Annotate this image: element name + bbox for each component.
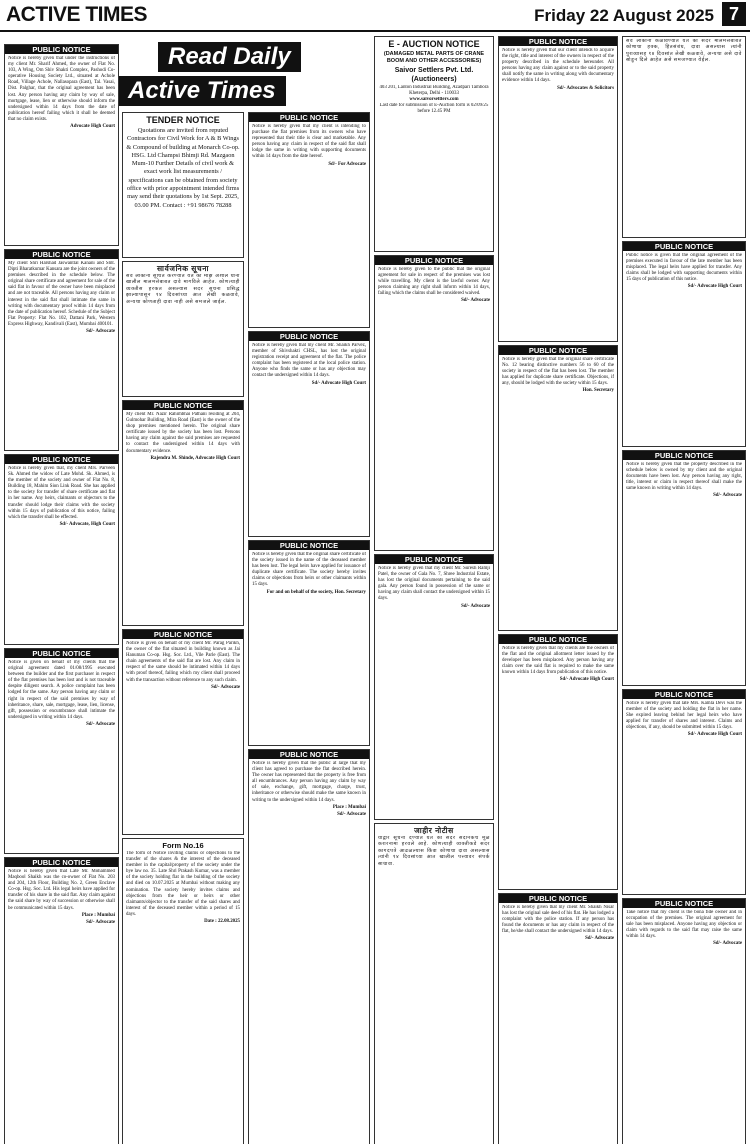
notice-body: Notice is hereby given that my client Mr. Suresh Ramji Patel, the owner of Gala No. 7, Shree Industrial Estate, has lost the original documents pertaining to the said gala. Any person found in possession of the same or having any claim shall contact the undersigned within 15 days. [378, 566, 490, 602]
form16-heading: Form No.16 [162, 841, 204, 850]
banner-line-2: Active Times [118, 76, 286, 106]
column-5 [498, 36, 618, 1144]
public-notice [248, 112, 370, 328]
notice-signature: Sd/- Advocate [461, 298, 490, 304]
public-notice [248, 331, 370, 537]
marathi-heading: सार्वजनिक सूचना [156, 264, 210, 273]
eauction-website: www.saivorsettlers.com [409, 97, 459, 103]
public-notice [122, 629, 244, 835]
marathi-notice [374, 823, 494, 1144]
notice-signature: Sd/- Advocate High Court [311, 380, 366, 386]
marathi-notice [122, 261, 244, 397]
notice-body: Public notice is given that the original agreement of the premises executed in favour of the late member has been misplaced. The legal heirs have applied for transfer. Any claims shall be lodged with supporting documents within 15 days of publication of this notice. [626, 253, 742, 283]
notice-signature: Sd/- Advocate [585, 936, 614, 942]
notice-heading: PUBLIC NOTICE [249, 750, 369, 759]
notice-body: Notice is hereby given that the original share certificate No. 12 bearing distinctive numbers 56 to 60 of the society in respect of the flat has been lost. The member has applied for duplicate share certificate. Objections, if any, should be lodged with the society within 15 days. [502, 357, 614, 387]
notice-place: Place : Mumbai [81, 912, 115, 918]
notice-body: My client Mr. Nazir Rahimbhai Pathani residing at 204, Gulmohar Building, Mira Road (East) is the owner of the shop premises mentioned herein. The original share certificate issued by the society has been lost. Persons having any claim against the said premises are requested to contact the undersigned within 14 days with documentary evidence. [126, 412, 240, 454]
public-notice [622, 241, 746, 447]
column-1 [4, 44, 119, 1144]
public-notice [248, 540, 370, 746]
notice-signature: Sd/- Advocates & Solicitors [557, 85, 614, 91]
column-3 [248, 112, 370, 1144]
eauction-heading: E - AUCTION NOTICE [388, 39, 480, 49]
notice-heading: PUBLIC NOTICE [499, 894, 617, 903]
notice-heading: PUBLIC NOTICE [499, 346, 617, 355]
form16-notice [122, 838, 244, 1144]
public-notice [498, 345, 618, 631]
notice-body: Notice is hereby given that the property described in the schedule below is owned by my client and the original documents have been lost. Any person having any right, title, interest or claim in respect thereof shall make the same known in writing within 14 days. [626, 462, 742, 492]
eauction-deadline: Last date for submission of E-Auction form is 02/09/25 before 12.45 PM [379, 103, 489, 115]
notice-date: Date : 22.08.2025 [204, 919, 240, 925]
notice-body: Notice is hereby given that late Mrs. Kamla Devi was the member of the society and holding the flat in her name. She expired leaving behind her legal heirs who have applied for transfer of shares and interest. Claims and objections, if any, should be submitted within 15 days. [626, 701, 742, 731]
public-notice [622, 450, 746, 686]
notice-signature: Sd/- Advocate [337, 811, 366, 817]
public-notice [4, 857, 119, 1144]
marathi-heading: जाहीर नोटीस [414, 826, 454, 835]
column-6 [622, 36, 746, 1144]
public-notice [122, 400, 244, 626]
masthead [0, 0, 750, 32]
eauction-notice [374, 36, 494, 252]
notice-heading: PUBLIC NOTICE [5, 455, 118, 464]
banner-line-1: Read Daily [158, 42, 301, 72]
notice-body: Notice is hereby given that the public at large that my client has agreed to purchase the flat described herein. The owner has represented that the property is free from all encumbrances. Any person having any claim by way of sale, exchange, gift, mortgage, charge, trust, inheritance or otherwise should make the same known in writing to the undersigned within 14 days. [252, 761, 366, 803]
notice-signature: Sd/- Advocate [86, 329, 115, 335]
issue-date: Friday 22 August 2025 [534, 6, 714, 25]
notice-signature: Sd/- Advocate High Court [687, 732, 742, 738]
notice-body: Take notice that my client is the bona fide owner and in occupation of the premises. The original agreement for sale has been misplaced. Anyone having any objection or claim with regards to the said flat may raise the same within 14 days. [626, 910, 742, 940]
public-notice [498, 893, 618, 1144]
notice-signature: Sd/- For Advocate [328, 161, 366, 167]
notice-body: Notice is given on behalf of my clients that the original agreement dated 01/08/1995 executed between the builder and the first purchaser in respect of the flat premises has been lost and is not traceable despite diligent search. A police complaint has been lodged for the same. Any person having any claim or right in respect of the said premises by way of inheritance, share, sale, mortgage, lease, lien, license, gift, possession or encumbrance shall intimate the undersigned in writing within 14 days. [8, 660, 115, 720]
notice-signature: Sd/- Advocate [461, 603, 490, 609]
notice-body: Notice is hereby given that my client is intending to purchase the flat premises from its owners who have represented that their title is clear and marketable. Any person having any claim in respect of the said flat shall lodge the same in writing with supporting documents within 14 days from the date hereof. [252, 124, 366, 160]
notice-signature: Rajendra M. Shinde, Advocate High Court [150, 455, 240, 461]
notice-body: Notice is hereby given that Late Mr. Mohammed Maqbool Shaikh was the co-owner of Flat No. 203 and 204, 12th Floor, Building No. 2, Green Enclave Co-op. Hsg. Soc. Ltd. His legal heirs have applied for transfer of his share in the said flat. Any claim against the said share by way of succession or otherwise shall be communicated within 15 days. [8, 869, 115, 911]
notice-heading: PUBLIC NOTICE [5, 858, 118, 867]
notice-signature: For and on behalf of the society, Hon. Secretary [266, 589, 366, 595]
column-2 [122, 112, 244, 1144]
notice-signature: Hon. Secretary [582, 388, 614, 394]
public-notice [248, 749, 370, 1144]
notice-body: Notice is hereby given that under the instructions of my client Mr. Sharif Ahmed, the owner of Flat No. 103, A Wing, Om Shiv Shakti Complex, Pashodi Co-operative Housing Society Ltd., situated at Achole Road, Village Achole, Nallasopara (East), Tal. Vasai, Dist. Palghar, that the original agreement has been lost. Any person having any claim by way of sale, mortgage, lease, lien or otherwise should inform the undersigned within 14 days from the date of publication hereof failing which it shall be deemed that no claim exists. [8, 56, 115, 122]
page-number: 7 [722, 2, 746, 26]
notice-signature: Sd/- Advocate [211, 684, 240, 690]
notice-body: Notice is hereby given to the public that the original agreement for sale in respect of the premises was lost while travelling. My client is the lawful owner. Any person claiming any right shall inform within 14 days, failing which the claims shall be considered waived. [378, 267, 490, 297]
marathi-body: सर्व लोकांना सूचित करण्यात येते की माझे अशील यांनी खालील मालमत्तेबाबत दावे मागविले आहेत. कोणत्याही व्यक्तीस हरकत असल्यास सदर सूचना प्रसिद्ध झाल्यापासून १४ दिवसांच्या आत लेखी कळवावे, अन्यथा कोणताही दावा नाही असे समजले जाईल. [126, 274, 240, 305]
notice-heading: PUBLIC NOTICE [5, 250, 118, 259]
notice-heading: PUBLIC NOTICE [249, 113, 369, 122]
public-notice [622, 689, 746, 895]
notice-body: Notice is hereby given that my client Mr. Shaikh Parvez, member of Shivshakti CHSL, has lost the original registration receipt and agreement of the flat. The police complaint has been registered at the local police station. Anyone who finds the same or has any objection may contact the undersigned within 14 days. [252, 343, 366, 379]
public-notice [374, 554, 494, 820]
public-notice [498, 634, 618, 890]
newspaper-title: ACTIVE TIMES [6, 3, 148, 26]
notice-heading: PUBLIC NOTICE [623, 690, 745, 699]
notice-body: My client Shri Harshad Jaswantlal Kanani and Smt. Dipti Bharatkumar Kansara are the joint owners of the premises described in the schedule below. The original share certificate and agreement for sale of the said flat in favour of the owner have been misplaced and are not traceable. All persons having any claim or interest in the said flat shall intimate the same in writing with documentary proof within 14 days from the date of publication hereof. Schedule of the Subject Flat Property: Flat No. 102, Dattani Park, Western Express Highway, Kandivali (East), Mumbai 400101. [8, 261, 115, 327]
notice-body: Notice is hereby given that, my client Mrs. Parveen Sk. Ahmed the widow of Late Mohd. Sk. Ahmed, is the member of the society and owner of Flat No. 8, Building 18, Mahim Sion Link Road. She has applied to the society for transfer of share certificate and flat in her name. Any heirs, claimants or objectors to the transfer should lodge their claims with the society within 15 days of publication of this notice, failing which the transfer shall be effected. [8, 466, 115, 520]
marathi-body: याद्वारे सूचना देण्यात येते की सदर सदनिकेचे मूळ करारनामा हरवले आहे. कोणत्याही व्यक्तीकडे सदर कागदपत्रे आढळल्यास किंवा कोणाचा दावा असल्यास त्यांनी १४ दिवसांच्या आत खालील पत्त्यावर संपर्क साधावा. [378, 836, 490, 867]
notice-signature: Sd/- Advocate High Court [687, 284, 742, 290]
notice-heading: PUBLIC NOTICE [5, 45, 118, 54]
form16-body: The form of Notice inviting claims or objections to the transfer of the shares & the interest of the deceased member in the capital/property of the society under the bye law no. 35. Late Shri Prakash Kumar, was a member of the society holding flat in the building of the society and died on 10.07.2025 at Mumbai without making any nomination. The society hereby invites claims and objections from the heir or heirs or other claimants/objector to the transfer of the said shares and interest of the deceased member within a period of 15 days. [126, 851, 240, 917]
marathi-body: सर्व लोकांना कळविण्यात येते की सदर मालमत्तेबाबत कोणाचा हक्क, हितसंबंध, दावा असल्यास त्यांनी पुराव्यासह १४ दिवसांत लेखी कळवावे, अन्यथा असे दावे सोडून दिले आहेत असे समजण्यात येईल. [626, 39, 742, 64]
notice-heading: PUBLIC NOTICE [375, 555, 493, 564]
notice-heading: PUBLIC NOTICE [623, 242, 745, 251]
public-notice [498, 36, 618, 342]
notice-body: Notice is hereby given that the original share certificate of the society issued in the name of the deceased member has been lost. The legal heirs have applied for issuance of duplicate share certificate. The society hereby invites claims or objections from heirs or other claimants within 15 days. [252, 552, 366, 588]
notice-heading: PUBLIC NOTICE [123, 630, 243, 639]
notice-signature: Sd/- Advocate, High Court [59, 521, 115, 527]
notice-heading: PUBLIC NOTICE [5, 649, 118, 658]
notice-heading: PUBLIC NOTICE [123, 401, 243, 410]
public-notice [4, 44, 119, 246]
public-notice [4, 249, 119, 451]
public-notice [4, 454, 119, 645]
eauction-company: Saivor Settlers Pvt. Ltd. (Auctioneers) [394, 67, 474, 83]
notice-body: Notice is hereby given that my client Mr. Shaikh Nisar has lost the original sale deed of his flat. He has lodged a complaint with the police station. If any person has found the documents or has any claim in respect of the flat, he/she shall contact the undersigned within 14 days. [502, 905, 614, 935]
notice-place: Place : Mumbai [332, 804, 366, 810]
public-notice [374, 255, 494, 551]
tender-heading: TENDER NOTICE [146, 115, 220, 125]
marathi-notice [622, 36, 746, 238]
tender-body: Quotations are invited from reputed Contractors for Civil Work for A & B Wings & Compound of building at Monarch Co-op. HSG. Ltd Champsi Bhimji Rd. Mazgaon Mum-10 Further Details of civil work & exact work list measurements / specifications can be obtained from society office with prior appointment intended firms may send their quotations by 1st Sept. 2025, 03.00 PM. Contact : +91 98676 78288 [126, 127, 240, 209]
column-4 [374, 36, 494, 1144]
notice-heading: PUBLIC NOTICE [249, 332, 369, 341]
notice-body: Notice is hereby given that our client intends to acquire the right, title and interest of the owners in respect of the property described in the schedule hereunder. All persons having any claim against or to the said property shall notify the same in writing along with documentary evidence within 14 days. [502, 48, 614, 84]
notice-heading: PUBLIC NOTICE [623, 451, 745, 460]
promo-banner [118, 42, 350, 108]
eauction-subheading: (DAMAGED METAL PARTS OF CRANE BOOM AND OTHER ACCESSORIES) [383, 51, 485, 64]
notice-signature: Sd/- Advocate [86, 919, 115, 925]
notice-signature: Sd/- Advocate [713, 941, 742, 947]
notice-body: Notice is given on behalf of my client Mr. Parag Parikh, the owner of the flat situated in building known as Jai Hanuman Co-op. Hsg. Soc. Ltd., Vile Parle (East). The chain agreements of the said flat are lost. Any claim in respect of the same should be intimated within 14 days with proof thereof, failing which my client shall proceed with the transaction without reference to any such claim. [126, 641, 240, 683]
notice-signature: Sd/- Advocate High Court [559, 677, 614, 683]
notice-body: Notice is hereby given that my clients are the owners of the flat and the original allotment letter issued by the developer has been misplaced. Any person having any claim over the said flat is required to make the same known within 14 days from publication of this notice. [502, 646, 614, 676]
notice-signature: Sd/- Advocate [713, 493, 742, 499]
notice-heading: PUBLIC NOTICE [623, 899, 745, 908]
tender-notice [122, 112, 244, 258]
public-notice [622, 898, 746, 1144]
notice-heading: PUBLIC NOTICE [249, 541, 369, 550]
notice-heading: PUBLIC NOTICE [499, 635, 617, 644]
notice-signature: Advocate High Court [70, 124, 115, 130]
public-notice [4, 648, 119, 854]
notice-signature: Sd/- Advocate [86, 721, 115, 727]
notice-heading: PUBLIC NOTICE [375, 256, 493, 265]
notice-heading: PUBLIC NOTICE [499, 37, 617, 46]
eauction-address: 403 201, Lanton Industrial Building, Azadpari Tambora Kheterpa, Delhi - 110033 [379, 85, 489, 97]
